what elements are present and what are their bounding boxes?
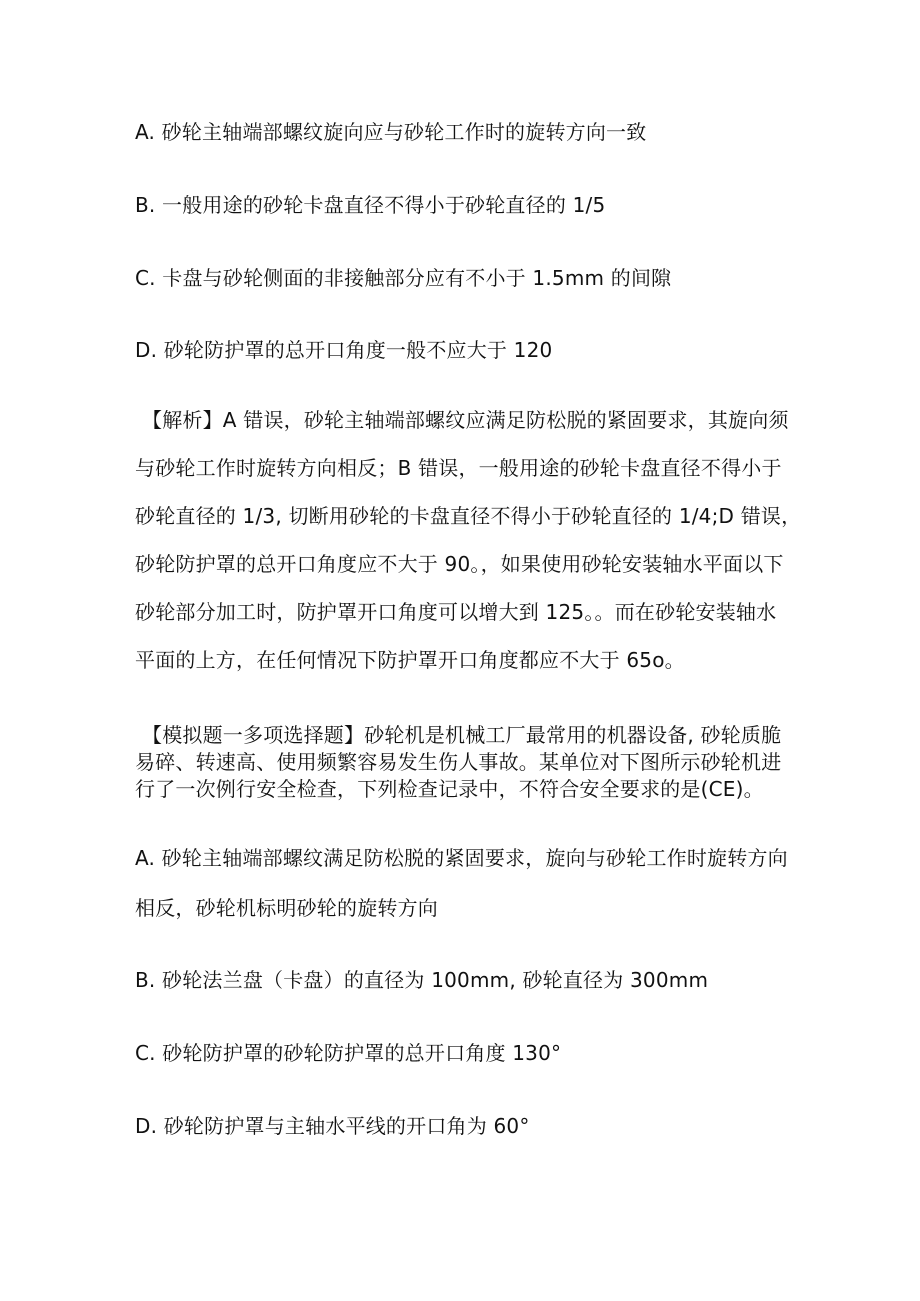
q1-option-a: A. 砂轮主轴端部螺纹旋向应与砂轮工作时的旋转方向一致 <box>135 120 647 144</box>
q2-option-a-line: A. 砂轮主轴端部螺纹满足防松脱的紧固要求，旋向与砂轮工作时旋转方向 <box>135 846 788 870</box>
q1-option-b: B. 一般用途的砂轮卡盘直径不得小于砂轮直径的 1/5 <box>135 193 606 217</box>
q2-stem-line: 行了一次例行安全检查，下列检查记录中，不符合安全要求的是(CE)。 <box>135 777 764 801</box>
q1-option-c: C. 卡盘与砂轮侧面的非接触部分应有不小于 1.5mm 的间隙 <box>135 266 672 290</box>
q1-analysis-line: 砂轮直径的 1/3, 切断用砂轮的卡盘直径不得小于砂轮直径的 1/4;D 错误， <box>135 504 802 528</box>
q2-option-c: C. 砂轮防护罩的砂轮防护罩的总开口角度 130° <box>135 1041 562 1065</box>
q1-option-d: D. 砂轮防护罩的总开口角度一般不应大于 120 <box>135 338 553 362</box>
q2-option-a-line: 相反，砂轮机标明砂轮的旋转方向 <box>135 896 438 920</box>
q1-analysis-line: 与砂轮工作时旋转方向相反；B 错误，一般用途的砂轮卡盘直径不得小于 <box>135 456 782 480</box>
q1-analysis-line: 砂轮防护罩的总开口角度应不大于 90。，如果使用砂轮安装轴水平面以下 <box>135 552 784 576</box>
q1-analysis-line: 砂轮部分加工时，防护罩开口角度可以增大到 125。。而在砂轮安装轴水 <box>135 600 777 624</box>
q1-analysis-line: 【解析】A 错误，砂轮主轴端部螺纹应满足防松脱的紧固要求，其旋向须 <box>142 408 789 432</box>
q1-analysis-line: 平面的上方，在任何情况下防护罩开口角度都应不大于 65o。 <box>135 648 685 672</box>
q2-stem-line: 易碎、转速高、使用频繁容易发生伤人事故。某单位对下图所示砂轮机进 <box>135 750 782 774</box>
q2-option-b: B. 砂轮法兰盘（卡盘）的直径为 100mm, 砂轮直径为 300mm <box>135 968 709 992</box>
q2-option-d: D. 砂轮防护罩与主轴水平线的开口角为 60° <box>135 1114 530 1138</box>
q2-stem-line: 【模拟题一多项选择题】砂轮机是机械工厂最常用的机器设备, 砂轮质脆 <box>142 723 782 747</box>
